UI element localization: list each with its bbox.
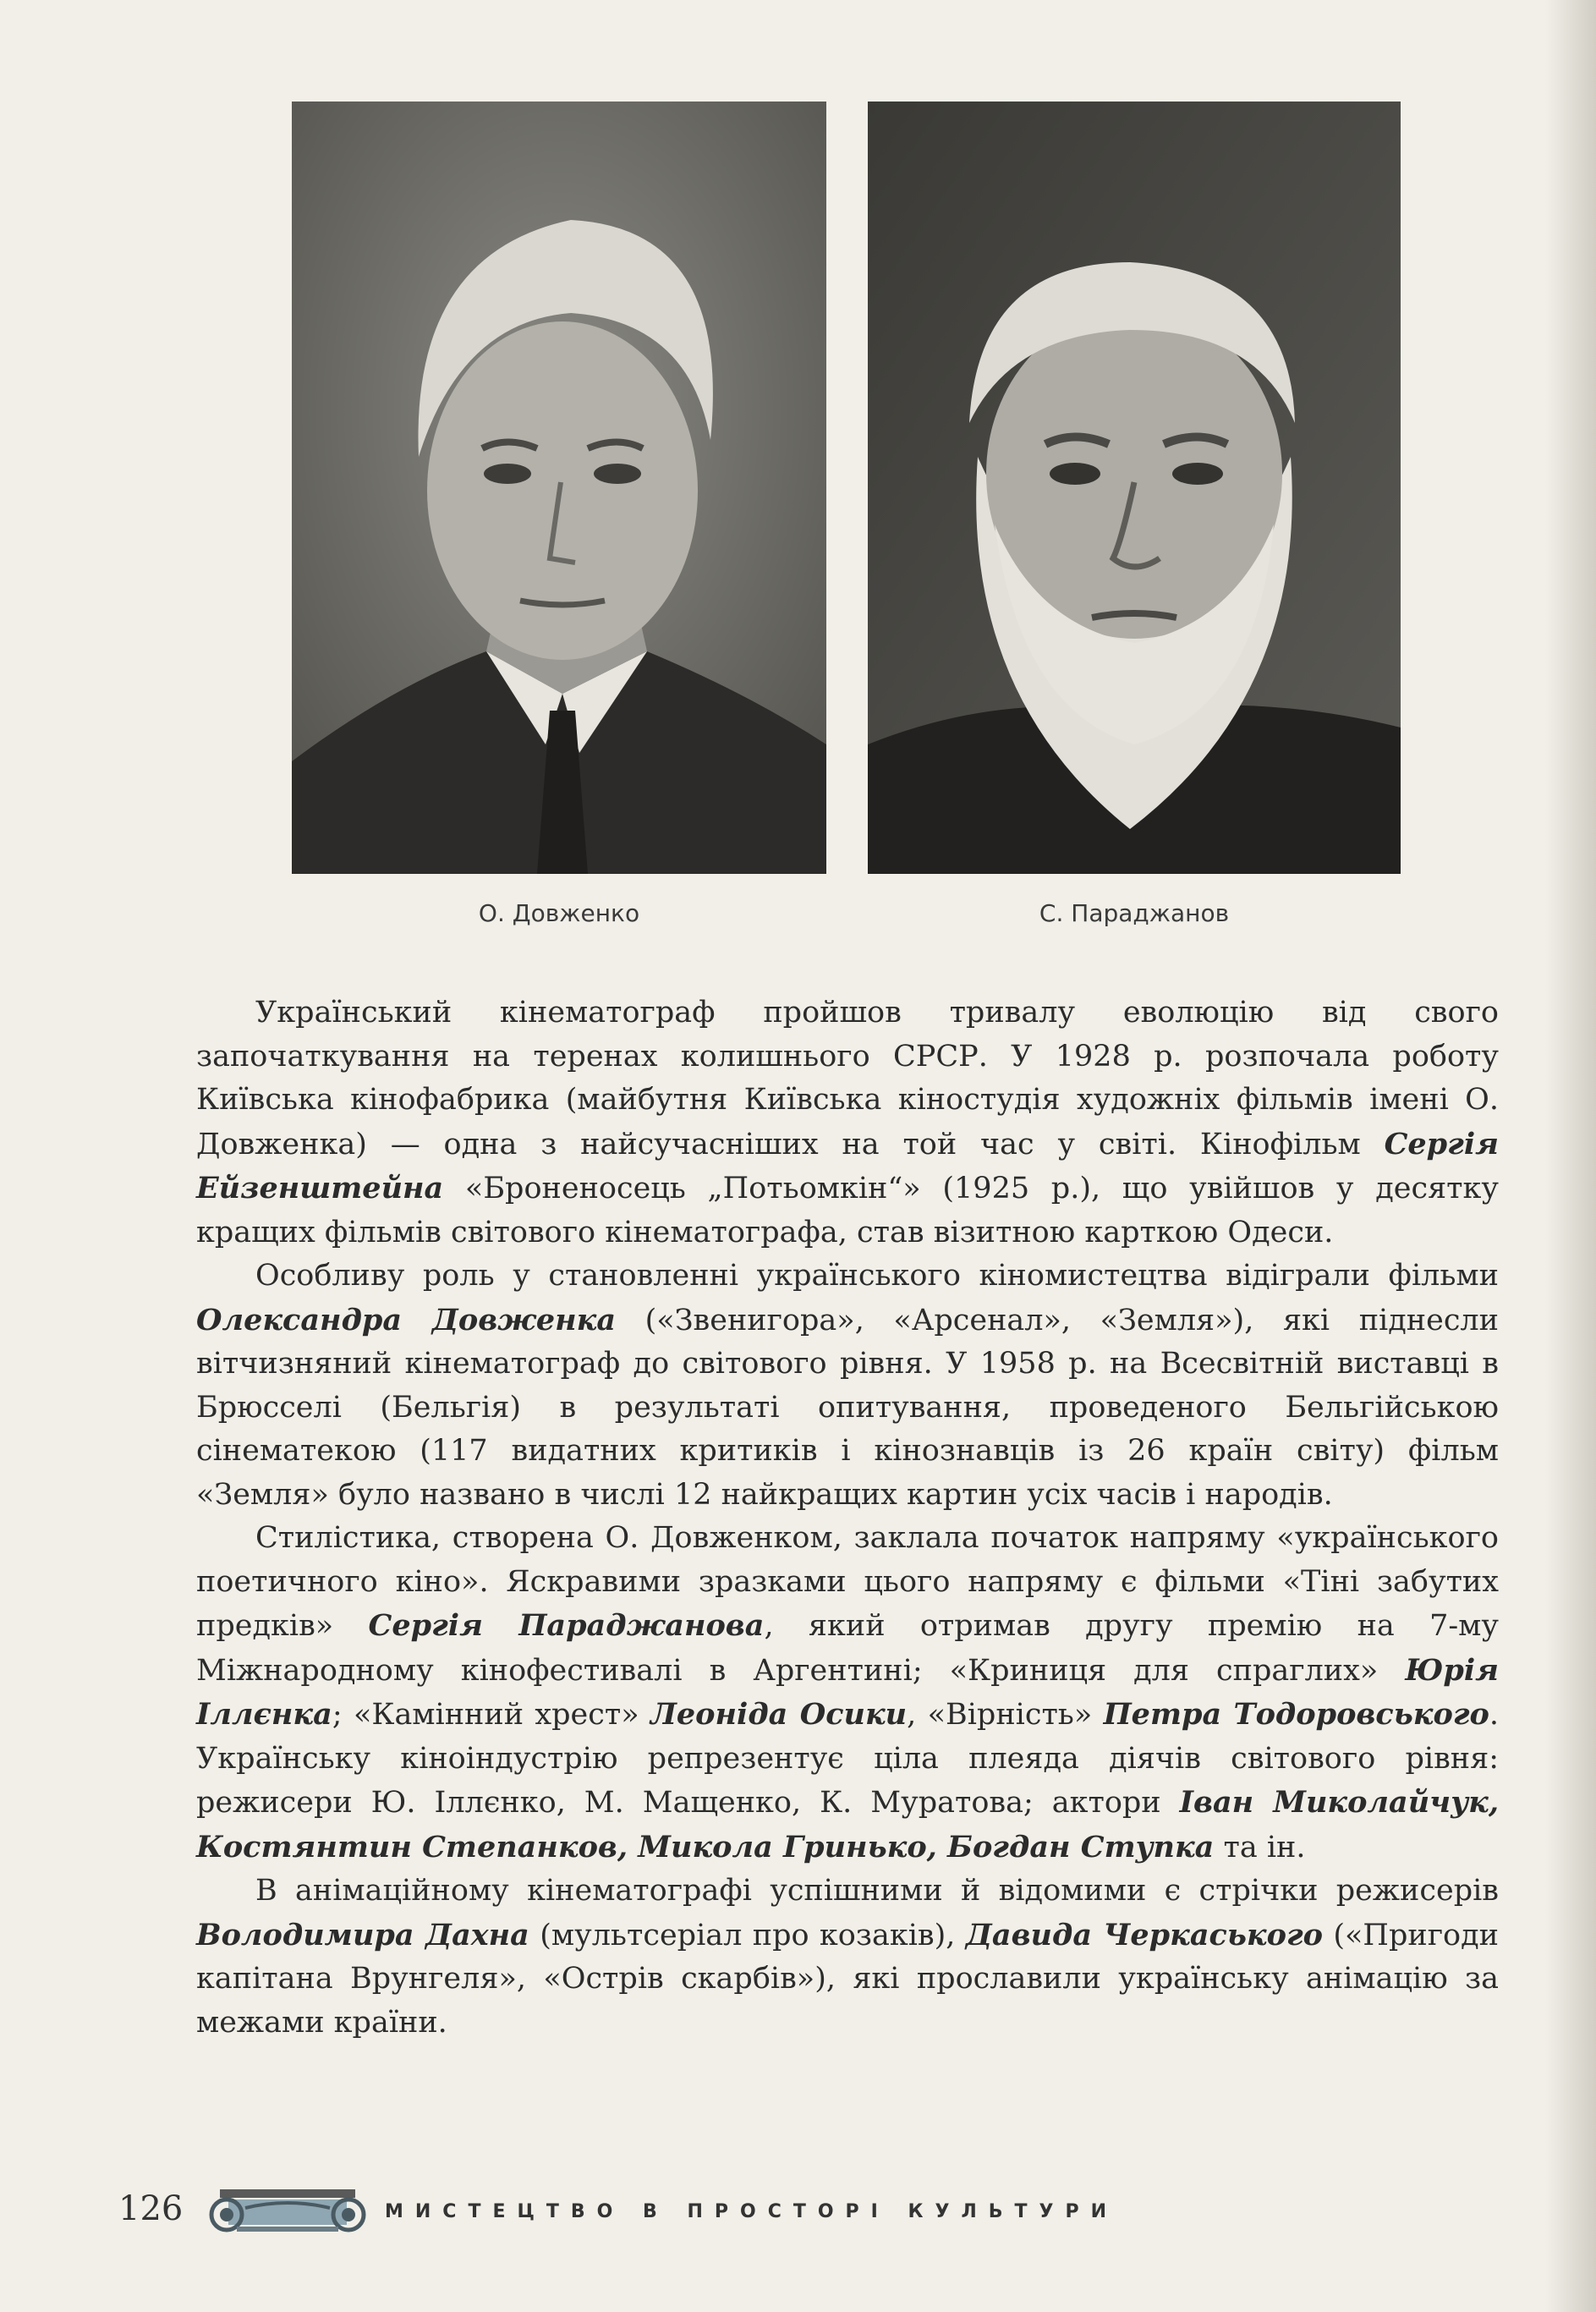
text-run: В анімаційному кінематографі успішними й відомими є стрічки режисерів xyxy=(255,1874,1499,1908)
running-title: МИСТЕЦТВО В ПРОСТОРІ КУЛЬТУРИ xyxy=(385,2201,1119,2222)
paragraph xyxy=(196,1517,1499,1870)
text-run: Стилістика, створена О. Довженком, заклала початок напряму «українського поетичного кіно». Яскравими зразками цього напряму є фільми «Тіні забутих предків» xyxy=(196,1521,1499,1643)
person-name: Іван Миколайчук, Костянтин Степанков, Микола Гринько, Богдан Ступка xyxy=(196,1785,1499,1864)
person-name: Володимира Дахна xyxy=(196,1917,529,1952)
text-run: та ін. xyxy=(1214,1830,1306,1864)
text-run: , який отримав другу премію на 7-му Міжнародному кінофестивалі в Аргентині; «Криниця для спраглих» xyxy=(196,1609,1499,1688)
page-footer xyxy=(118,2183,1472,2242)
person-name: Леоніда Осики xyxy=(650,1697,908,1732)
text-run: , «Вірність» xyxy=(907,1698,1104,1732)
text-run: («Звенигора», «Арсенал», «Земля»), які піднесли вітчизняний кінематограф до світового рівня. У 1958 р. на Всесвітній виставці в Брюсселі (Бельгія) в результаті опитування, проведеного Бельгійською сінематекою (117 видатних критиків і кінознавців із 26 країн світу) фільм «Земля» було названо в числі 12 найкращих картин усіх часів і народів. xyxy=(196,1303,1499,1512)
photo-caption-paradzhanov: С. Параджанов xyxy=(1039,899,1230,927)
ionic-capital-icon xyxy=(203,2183,372,2242)
text-run: Український кінематограф пройшов тривалу еволюцію від свого започаткування на теренах колишнього СРСР. У 1928 р. розпочала роботу Київська кінофабрика (майбутня Київська кіностудія художніх фільмів імені О. Довженка) — одна з найсучасніших на той час у світі. Кінофільм xyxy=(196,996,1499,1161)
paragraph xyxy=(196,991,1499,1255)
page-edge-shadow xyxy=(1545,0,1596,2312)
person-name: Давида Черкаського xyxy=(965,1917,1323,1952)
paragraph xyxy=(196,1255,1499,1517)
person-name: Сергія Ейзенштейна xyxy=(196,1126,1499,1205)
text-run: . Українську кіноіндустрію репрезентує ціла плеяда діячів світового рівня: режисери Ю. Іллєнко, М. Мащенко, К. Муратова; актори xyxy=(196,1698,1500,1820)
page-number: 126 xyxy=(118,2189,184,2228)
text-run: (мультсеріал про козаків), xyxy=(529,1918,966,1952)
article-body xyxy=(196,991,1499,2045)
portrait-photo-dovzhenko xyxy=(292,102,826,874)
portrait-photo-icon xyxy=(292,102,826,874)
person-name: Юрія Іллєнка xyxy=(196,1652,1499,1732)
photo-caption-dovzhenko: О. Довженко xyxy=(478,899,640,927)
text-run: («Пригоди капітана Врунгеля», «Острів скарбів»), які прославили українську анімацію за межами країни. xyxy=(196,1918,1499,2040)
text-run: «Броненосець „Потьомкін“» (1925 р.), що увійшов у десятку кращих фільмів світового кінематографа, став візитною карткою Одеси. xyxy=(196,1172,1499,1249)
portrait-photo-icon xyxy=(868,102,1401,874)
portrait-photo-paradzhanov xyxy=(868,102,1401,874)
text-run: ; «Камінний хрест» xyxy=(332,1698,650,1732)
person-name: Сергія Параджанова xyxy=(368,1608,765,1643)
text-run: Особливу роль у становленні українського кіномистецтва відіграли фільми xyxy=(255,1259,1499,1293)
paragraph xyxy=(196,1870,1499,2045)
person-name: Олександра Довженка xyxy=(196,1302,617,1337)
person-name: Петра Тодоровського xyxy=(1103,1697,1489,1732)
